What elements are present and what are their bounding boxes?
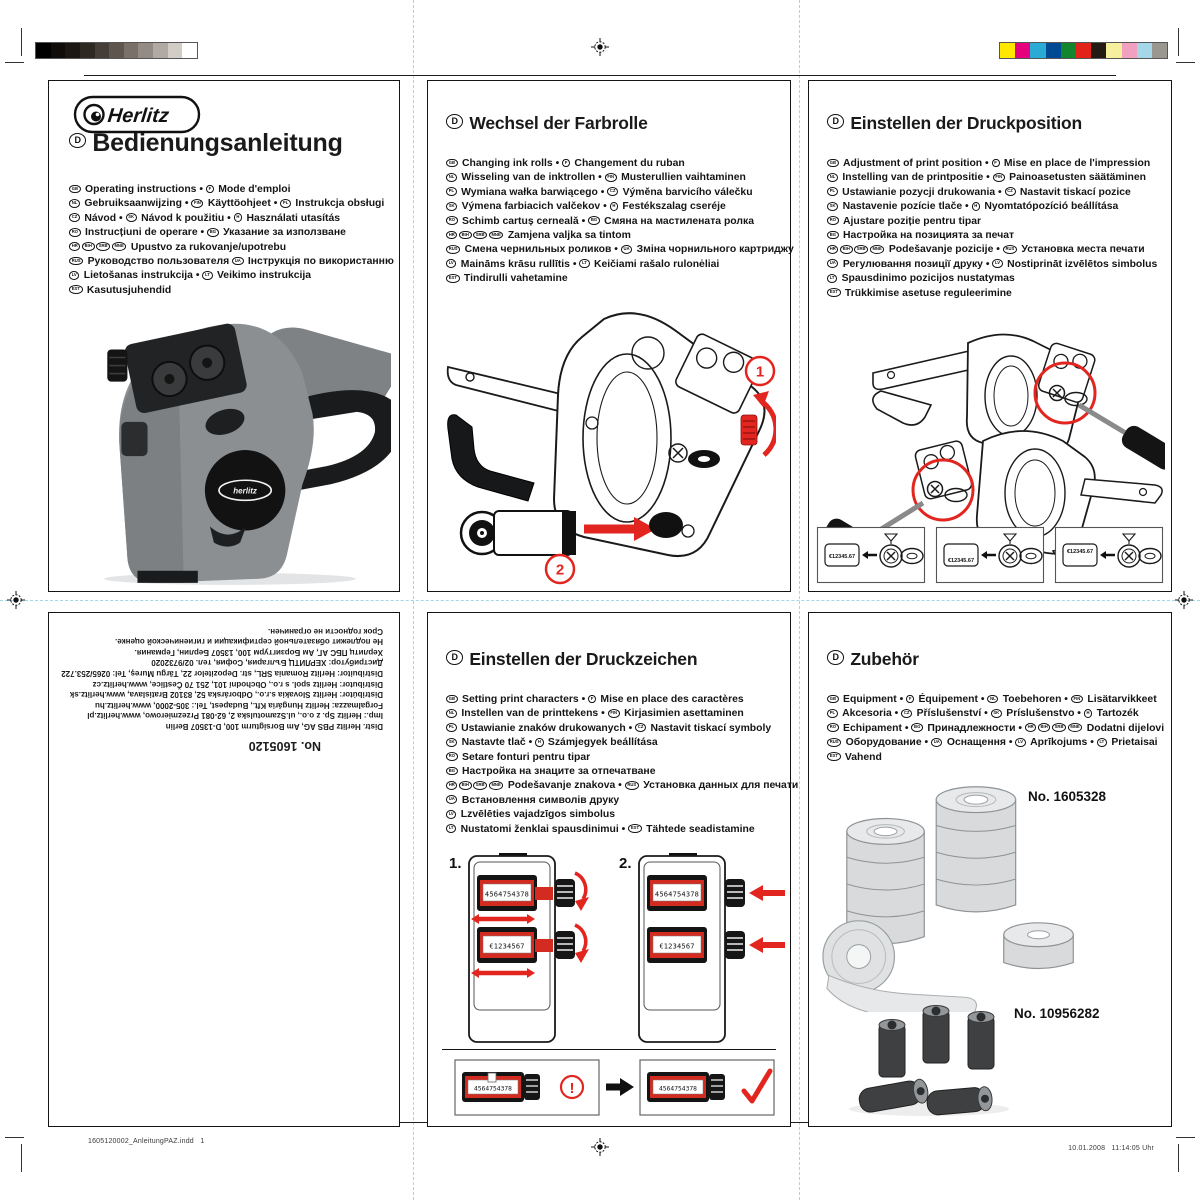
- lang-badge: LV: [446, 259, 456, 268]
- calibration-swatch: [1015, 43, 1030, 58]
- lang-badge: GB: [69, 185, 81, 194]
- imprint-line: Херлитц ПБС АГ, Ам Борзигтурм 100, 13507 Берлин, Германия.: [134, 647, 383, 657]
- lang-badge: H: [234, 213, 242, 222]
- lang-badge: MNE: [112, 242, 127, 251]
- language-line: HR BIH SRB MNE Podešavanje pozicije • RUS Установка места печати: [827, 243, 1157, 257]
- lang-badge: CZ: [69, 213, 80, 222]
- step-1-label: 1.: [449, 855, 462, 872]
- lang-badge: UA: [232, 257, 243, 266]
- svg-text:€12345.67: €12345.67: [829, 554, 855, 560]
- calibration-swatch: [124, 43, 139, 58]
- lang-badge: EST: [827, 752, 841, 761]
- label-rolls-image: [817, 777, 1115, 1012]
- imprint-line: Imp.: Herlitz Sp. z o.o., ul.Szamotulska 2, 62-081 Przezmierowo, www.herlitz.pl: [87, 711, 383, 721]
- lang-badge: FIN: [608, 709, 620, 718]
- svg-text:!: !: [569, 1080, 575, 1097]
- lang-badge: H: [972, 202, 980, 211]
- lang-badge: RO: [827, 723, 839, 732]
- lang-badge: SK: [446, 738, 457, 747]
- lang-badge: SRB: [96, 242, 110, 251]
- language-line: BG Настройка на знаците за отпечатване: [446, 765, 798, 779]
- ink-rollers-image: [839, 997, 1019, 1119]
- lang-badge: PL: [446, 723, 457, 732]
- language-line: EST Trükkimise asetuse reguleerimine: [827, 287, 1157, 301]
- calibration-swatch: [65, 43, 80, 58]
- imprint-block: [61, 625, 383, 753]
- lang-badge: F: [562, 159, 570, 168]
- language-list: [446, 157, 794, 287]
- calibration-swatch: [36, 43, 51, 58]
- calibration-swatch: [51, 43, 66, 58]
- language-line: CZ Návod • SK Návod k použitiu • H Használati utasítás: [69, 212, 394, 226]
- lang-badge: NL: [446, 709, 457, 718]
- language-line: GB Adjustment of print position • F Mise en place de l'impression: [827, 157, 1157, 171]
- svg-text:herlitz: herlitz: [233, 486, 257, 496]
- lang-badge: SK: [446, 202, 457, 211]
- language-line: RUS Оборудование • UA Оснащення • LV Aprīkojums • LT Prietaisai: [827, 736, 1164, 750]
- calibration-swatch: [182, 43, 197, 58]
- calibration-swatch: [95, 43, 110, 58]
- svg-text:1: 1: [755, 363, 765, 381]
- panel-wechsel-farbrolle: [427, 80, 794, 592]
- lang-badge: MNE: [870, 245, 885, 254]
- grayscale-calibration-bar: [36, 43, 197, 58]
- svg-text:€1234567: €1234567: [489, 942, 525, 951]
- language-line: UA Встановлення символів друку: [446, 794, 798, 808]
- lang-badge: BG: [588, 216, 600, 225]
- lang-badge: FIN: [191, 199, 203, 208]
- lang-badge: RUS: [827, 738, 841, 747]
- language-list: [827, 157, 1157, 301]
- correct-alignment-box: [640, 1060, 774, 1115]
- registration-mark: [591, 1138, 609, 1156]
- language-line: PL Ustawianie znaków drukowanych • CZ Nastavit tiskací symboly: [446, 722, 798, 736]
- crop-mark: [1178, 1144, 1179, 1172]
- lang-badge: RO: [446, 752, 458, 761]
- svg-text:€12345.67: €12345.67: [1067, 549, 1093, 555]
- lang-badge: NL: [69, 199, 80, 208]
- language-line: RO Instrucțiuni de operare • BG Указание за използване: [69, 226, 394, 240]
- language-line: SK Nastavenie pozície tlače • H Nyomtatópozíció beállítása: [827, 200, 1157, 214]
- lang-badge: LT: [827, 274, 837, 283]
- lang-badge: GB: [446, 159, 458, 168]
- logo-text: Herlitz: [106, 105, 171, 127]
- language-line: LT Nustatomi ženklai spausdinimui • EST Tähtede seadistamine: [446, 823, 798, 837]
- language-line: EST Tindirulli vahetamine: [446, 272, 794, 286]
- language-line: NL Instelling van de printpositie • FIN Painoasetusten säätäminen: [827, 171, 1157, 185]
- lang-badge: UA: [446, 795, 457, 804]
- section-divider: [442, 1049, 776, 1050]
- lang-badge: H: [1084, 709, 1092, 718]
- language-line: GB Operating instructions • F Mode d'emploi: [69, 183, 394, 197]
- language-line: LV Maināms krāsu rullītis • LT Keičiami rašalo rulonėliai: [446, 258, 794, 272]
- step-2-label: 2.: [619, 855, 632, 872]
- lang-badge: PL: [280, 199, 291, 208]
- label-position-box-1: [818, 528, 925, 583]
- lang-badge: LV: [69, 271, 79, 280]
- imprint-line: Distribútor: Herlitz Slovakia s.r.o., Odborárska 52, 83102 Bratislava, www.herlitz.sk: [69, 690, 383, 700]
- lang-badge: BIH: [840, 245, 853, 254]
- roller-socket: [649, 512, 683, 538]
- language-line: RO Setare fonturi pentru tipar: [446, 751, 798, 765]
- lang-badge: CZ: [1005, 187, 1016, 196]
- language-line: HR BIH SRB MNE Upustvo za rukovanje/upotrebu: [69, 241, 394, 255]
- lang-badge: BG: [911, 723, 923, 732]
- lang-badge: RUS: [625, 781, 639, 790]
- calibration-swatch: [138, 43, 153, 58]
- crop-mark: [5, 62, 24, 63]
- language-line: HR BIH SRB MNE Podešavanje znakova • RUS Установка данных для печати: [446, 779, 798, 793]
- panel-title: D Einstellen der Druckzeichen: [446, 649, 697, 670]
- registration-mark: [1175, 591, 1193, 609]
- language-line: PL Akcesoria • CZ Příslušenství • SK Príslušenstvo • H Tartozék: [827, 707, 1164, 721]
- lang-badge: RO: [69, 228, 81, 237]
- lang-badge: LV: [992, 259, 1002, 268]
- ink-roller-standing: [968, 1012, 994, 1070]
- calibration-swatch: [1137, 43, 1152, 58]
- wrong-alignment-box: [455, 1060, 599, 1115]
- svg-text:4564754378: 4564754378: [654, 890, 700, 899]
- lang-badge: SK: [827, 202, 838, 211]
- lang-badge: UA: [621, 245, 632, 254]
- imprint-line: Дистрибутор: ХЕРЛИТЦ България, София, тел. 02/9732020: [151, 658, 383, 668]
- lang-badge: BIH: [459, 781, 472, 790]
- language-line: UA Регулювання позиції друку • LV Nostiprināt izvēlētos simbolus: [827, 258, 1157, 272]
- language-line: EST Kasutusjuhendid: [69, 284, 394, 298]
- language-line: GB Setting print characters • F Mise en place des caractères: [446, 693, 798, 707]
- language-line: BG Настройка на позицията за печат: [827, 229, 1157, 243]
- language-line: GB Equipment • F Équipement • NL Toebehoren • FIN Lisätarvikkeet: [827, 693, 1164, 707]
- lang-badge: MNE: [1068, 723, 1083, 732]
- panel-bedienungsanleitung: [48, 80, 400, 592]
- svg-text:4564754378: 4564754378: [659, 1085, 697, 1093]
- lang-badge: F: [992, 159, 1000, 168]
- lang-badge: LT: [1097, 738, 1107, 747]
- lang-badge: BG: [446, 767, 458, 776]
- lang-badge: BIH: [1038, 723, 1051, 732]
- crop-mark: [5, 1137, 24, 1138]
- gun-grip: [448, 415, 534, 501]
- calibration-swatch: [80, 43, 95, 58]
- lang-badge: RUS: [446, 245, 460, 254]
- lang-badge: BIH: [82, 242, 95, 251]
- language-line: LV Lietošanas instrukcija • LT Veikimo instrukcija: [69, 269, 394, 283]
- misaligned-digit: [488, 1073, 496, 1082]
- label-roll-stack-back: [936, 787, 1015, 912]
- lang-badge-title: D: [69, 133, 86, 148]
- lang-badge: PL: [827, 709, 838, 718]
- calibration-swatch: [1091, 43, 1106, 58]
- lang-badge: HR: [1025, 723, 1036, 732]
- alignment-check-diagram: [454, 1059, 776, 1117]
- price-gun-photo: [59, 293, 391, 587]
- lang-badge: UA: [931, 738, 942, 747]
- lang-badge: BIH: [459, 231, 472, 240]
- svg-text:€1234567: €1234567: [659, 942, 695, 951]
- fold-line-horizontal: [0, 600, 1200, 601]
- device-back-1: [469, 853, 589, 1042]
- language-line: NL Gebruiksaanwijzing • FIN Käyttöohjeet • PL Instrukcja obsługi: [69, 197, 394, 211]
- language-line: RO Ajustare poziție pentru tipar: [827, 215, 1157, 229]
- turn-arrow: [575, 873, 586, 899]
- panel-title: D Zubehör: [827, 649, 919, 670]
- lang-badge: EST: [827, 288, 841, 297]
- lang-badge: CZ: [607, 187, 618, 196]
- teeth-strip: [137, 571, 197, 583]
- lang-badge: F: [206, 185, 214, 194]
- language-line: PL Ustawianie pozycji drukowania • CZ Nastavit tiskací pozice: [827, 186, 1157, 200]
- imprint-line: Distributor: Herlitz spol. s r.o., Obchodní 101, 251 70 Čestlice, www.herlitz.cz: [92, 679, 383, 689]
- language-line: EST Vahend: [827, 751, 1164, 765]
- calibration-swatch: [1076, 43, 1091, 58]
- imprint-line: Срок годности не ограничен.: [268, 626, 383, 636]
- lang-badge: F: [588, 695, 596, 704]
- label-position-box-2: [937, 528, 1044, 583]
- imprint-line: Не подлежит обязательной сертификации и гигиенической оценке.: [115, 637, 383, 647]
- lang-badge: H: [535, 738, 543, 747]
- lang-badge: NL: [827, 173, 838, 182]
- language-line: PL Wymiana wałka barwiącego • CZ Výměna barvicího válečku: [446, 186, 794, 200]
- calibration-swatch: [1046, 43, 1061, 58]
- imprint-line: Forgalmazza: Herlitz Hungária Kft., Budapest, Tel.: 305-2000, www.herlitz.hu: [94, 700, 383, 710]
- lang-badge: F: [906, 695, 914, 704]
- panel-title: D Einstellen der Druckposition: [827, 113, 1082, 134]
- ink-roller-standing: [879, 1020, 905, 1078]
- language-list: [69, 183, 394, 298]
- crop-mark: [21, 28, 22, 56]
- screwdriver-shaft: [1079, 405, 1129, 435]
- language-line: RUS Смена чернильных роликов • UA Зміна чорнильного картриджу: [446, 243, 794, 257]
- language-line: LV Lzvēlēties vajadzīgos simbolus: [446, 808, 798, 822]
- lang-badge: FIN: [605, 173, 617, 182]
- color-calibration-bar: [1000, 43, 1167, 58]
- side-knob: [121, 422, 147, 456]
- language-line: LT Spausdinimo pozicijos nustatymas: [827, 272, 1157, 286]
- lang-badge: UA: [827, 259, 838, 268]
- registration-mark: [591, 38, 609, 56]
- lang-badge: HR: [827, 245, 838, 254]
- crop-mark: [21, 1144, 22, 1172]
- lang-badge: PL: [827, 187, 838, 196]
- lang-badge: LV: [446, 810, 456, 819]
- ink-roller-standing: [923, 1006, 949, 1064]
- panel-zubehoer: [808, 612, 1172, 1127]
- lang-badge: FIN: [993, 173, 1005, 182]
- lang-badge: LT: [446, 824, 456, 833]
- address-lines: [61, 625, 383, 731]
- language-line: GB Changing ink rolls • F Changement du ruban: [446, 157, 794, 171]
- lang-badge: BG: [207, 228, 219, 237]
- ink-roller-body: [494, 511, 572, 555]
- crop-mark: [1176, 1137, 1195, 1138]
- language-line: NL Instellen van de printtekens • FIN Kirjasimien asettaminen: [446, 707, 798, 721]
- lang-badge: SRB: [1052, 723, 1066, 732]
- lang-badge: HR: [446, 231, 457, 240]
- date-time-note: 10.01.2008 11:14:05 Uhr: [1068, 1145, 1154, 1152]
- lang-badge: BG: [827, 231, 839, 240]
- lang-badge: SRB: [473, 231, 487, 240]
- lang-badge: EST: [446, 274, 460, 283]
- calibration-swatch: [1000, 43, 1015, 58]
- lang-badge: CZ: [901, 709, 912, 718]
- lang-badge: RO: [827, 216, 839, 225]
- lang-badge: H: [610, 202, 618, 211]
- imprint-line: Distr. Herlitz PBS AG, Am Borsigturm 100, D-13507 Berlin: [165, 721, 383, 731]
- lang-badge: GB: [827, 159, 839, 168]
- lang-badge: EST: [69, 285, 83, 294]
- lang-badge: RUS: [69, 257, 83, 266]
- lang-badge: RUS: [1003, 245, 1017, 254]
- lang-badge: HR: [446, 781, 457, 790]
- lang-badge: NL: [987, 695, 998, 704]
- language-line: HR BIH SRB MNE Zamjena valjka sa tintom: [446, 229, 794, 243]
- calibration-swatch: [1106, 43, 1121, 58]
- panel-druckposition: [808, 80, 1172, 592]
- device-back-2: [639, 853, 785, 1042]
- red-knob: [741, 415, 757, 445]
- panel-imprint: [48, 612, 400, 1127]
- svg-text:4564754378: 4564754378: [484, 890, 530, 899]
- lang-badge-title: D: [827, 114, 844, 129]
- lang-badge: EST: [628, 824, 642, 833]
- calibration-swatch: [1152, 43, 1167, 58]
- calibration-swatch: [1061, 43, 1076, 58]
- ink-roll-diagram: [442, 303, 776, 585]
- language-line: RO Schimb cartuș cerneală • BG Смяна на мастилената ролка: [446, 215, 794, 229]
- trim-line-top: [84, 75, 1116, 76]
- lang-badge: LT: [579, 259, 589, 268]
- label-position-box-3: [1056, 528, 1163, 583]
- lang-badge: SK: [991, 709, 1002, 718]
- lang-badge: LV: [1015, 738, 1025, 747]
- lang-badge-title: D: [446, 114, 463, 129]
- svg-text:4564754378: 4564754378: [474, 1085, 512, 1093]
- panel-title: D Bedienungsanleitung: [69, 129, 343, 158]
- lang-badge: PL: [446, 187, 457, 196]
- language-line: RUS Руководство пользователя UA Інструкція по використанню: [69, 255, 394, 269]
- language-line: SK Výmena farbiacich valčekov • H Festékszalag cseréje: [446, 200, 794, 214]
- svg-text:€12345.67: €12345.67: [948, 558, 974, 564]
- character-setting-diagram: [451, 853, 788, 1045]
- svg-text:2: 2: [555, 561, 565, 579]
- lang-badge: SK: [126, 213, 137, 222]
- lang-badge: SRB: [854, 245, 868, 254]
- label-rolls-number: No. 1605328: [1028, 789, 1107, 804]
- crop-mark: [1176, 62, 1195, 63]
- lang-badge: RO: [446, 216, 458, 225]
- calibration-swatch: [1030, 43, 1045, 58]
- language-line: SK Nastavte tlač • H Számjegyek beállítása: [446, 736, 798, 750]
- language-list: [446, 693, 798, 837]
- lang-badge: SRB: [473, 781, 487, 790]
- lang-badge: MNE: [489, 781, 504, 790]
- calibration-swatch: [1122, 43, 1137, 58]
- lang-badge: GB: [446, 695, 458, 704]
- print-position-diagram: [815, 329, 1165, 585]
- article-number: No. 1605120: [248, 738, 321, 753]
- lang-badge: HR: [69, 242, 80, 251]
- language-line: NL Wisseling van de inktrollen • FIN Musterullien vaihtaminen: [446, 171, 794, 185]
- imprint-line: Distribuitor: Herlitz Romania SRL, str. Depozitelor 22, Târgu Mureş, Tel: 0265/253.722: [61, 668, 383, 678]
- file-name-note: 1605120002_AnleitungPAZ.indd 1: [88, 1138, 205, 1145]
- panel-title: D Wechsel der Farbrolle: [446, 113, 648, 134]
- ink-rollers-number: No. 10956282: [1014, 1006, 1100, 1021]
- lang-badge: MNE: [489, 231, 504, 240]
- language-line: RO Echipament • BG Принадлежности • HR BIH SRB MNE Dodatni dijelovi: [827, 722, 1164, 736]
- calibration-swatch: [109, 43, 124, 58]
- turn-arrow: [575, 925, 586, 951]
- lang-badge-title: D: [446, 650, 463, 665]
- single-label-roll: [1004, 923, 1074, 969]
- lang-badge-title: D: [827, 650, 844, 665]
- panel-druckzeichen: [427, 612, 799, 1127]
- calibration-swatch: [168, 43, 183, 58]
- calibration-swatch: [153, 43, 168, 58]
- lang-badge: CZ: [635, 723, 646, 732]
- lang-badge: NL: [446, 173, 457, 182]
- registration-mark: [7, 591, 25, 609]
- lang-badge: GB: [827, 695, 839, 704]
- language-list: [827, 693, 1164, 765]
- lang-badge: LT: [202, 271, 212, 280]
- crop-mark: [1178, 28, 1179, 56]
- lang-badge: FIN: [1071, 695, 1083, 704]
